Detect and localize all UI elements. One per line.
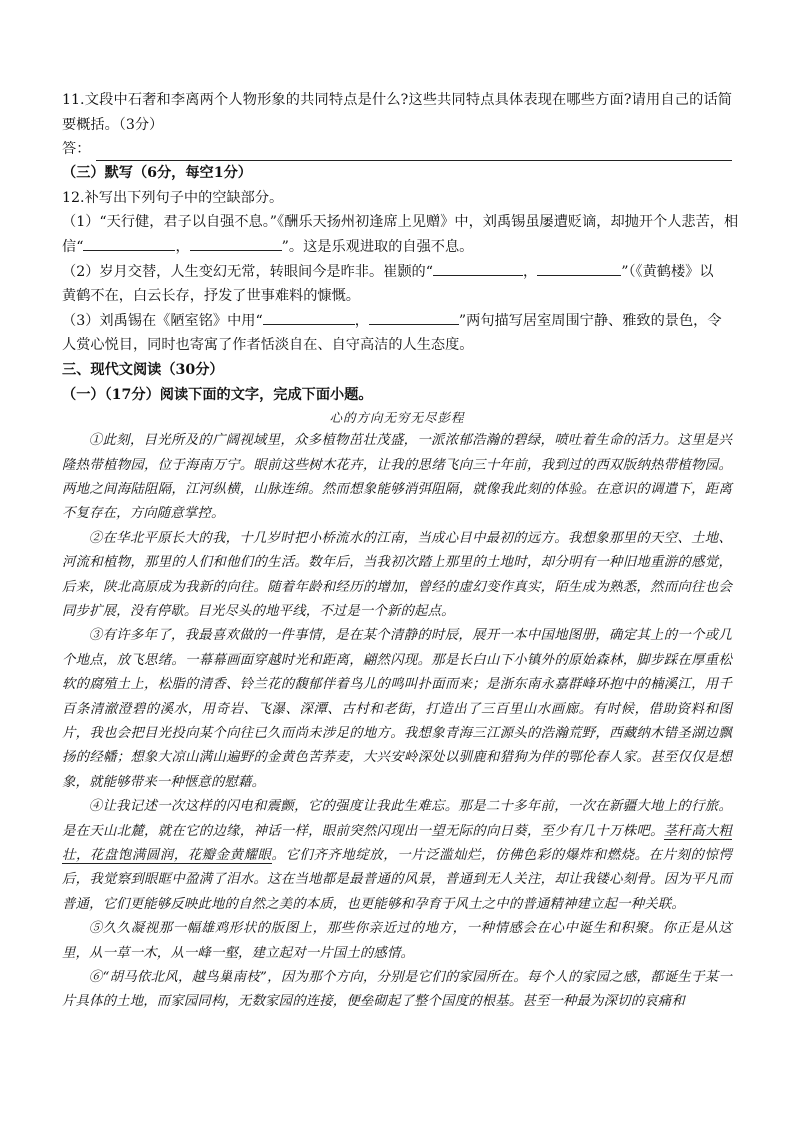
blank-3[interactable] (433, 260, 523, 276)
article-body (62, 429, 732, 1015)
underlined-sentence: 茎秆高大粗壮，花盘饱满圆润，花瓣金黄耀眼 (62, 823, 732, 864)
dictation-item-2-line-2: 黄鹤不在，白云长存，抒发了世事难料的慷慨。 (62, 288, 360, 305)
article-title: 心的方向无穷无尽彭程 (329, 410, 465, 426)
blank-2[interactable] (190, 235, 282, 251)
section-reading-subheader: （一）（17分）阅读下面的文字，完成下面小题。 (62, 386, 373, 403)
section-reading-header: 三、现代文阅读（30分） (62, 361, 224, 378)
question-12-intro: 12.补写出下列句子中的空缺部分。 (62, 189, 284, 206)
blank-1[interactable] (83, 235, 175, 251)
exam-page (62, 88, 739, 1015)
answer-row-11 (62, 137, 732, 161)
blank-4[interactable] (537, 260, 621, 276)
paragraph-2: ②在华北平原长大的我，十几岁时把小桥流水的江南，当成心目中最初的远方。我想象那里的天空、土地、河流和植物，那里的人们和他们的生活。数年后，当我初次踏上那里的土地时，却分明有一种旧地重游的感觉，后来，陕北高原成为我新的向往。随着年龄和经历的增加，曾经的虚幻变作真实，陌生成为熟悉，然而向往也会同步扩展，没有停歇。目光尽头的地平线，不过是一个新的起点。 (62, 530, 732, 619)
paragraph-5: ⑤久久凝视那一幅雄鸡形状的版图上，那些你亲近过的地方，一种情感会在心中诞生和积聚。你正是从这里，从一草一木，从一峰一壑，建立起对一片国土的感情。 (62, 921, 732, 961)
blank-6[interactable] (369, 309, 459, 325)
dictation-item-1-line-2: 信“ ， ”。这是乐观进取的自强不息。 (62, 235, 732, 260)
dictation-item-1-line-1: （1）“天行健，君子以自强不息。”《酬乐天扬州初逢席上见赠》中，刘禹锡虽屡遭贬谪，却抛开个人悲苦，相 (62, 214, 739, 231)
section-dictation-header: （三）默写（6分，每空1分） (62, 165, 252, 182)
blank-5[interactable] (263, 309, 355, 325)
paragraph-3: ③有许多年了，我最喜欢做的一件事情，是在某个清静的时辰，展开一本中国地图册，确定其上的一个或几个地点，放飞思绪。一幕幕画面穿越时光和距离，翩然闪现。那是长白山下小镇外的原始森林，脚步踩在厚重松软的腐殖土上，松脂的清香、铃兰花的馥郁伴着鸟儿的鸣叫扑面而来；是浙东南永嘉群峰环抱中的楠溪江，用千百条清澈澄碧的溪水，用奇岩、飞瀑、深潭、古村和老街，打造出了三百里山水画廊。有时候，借助资料和图片，我也会把目光投向某个向往已久而尚未涉足的地方。我想象青海三江源头的浩瀚荒野，西藏纳木错圣湖边飘扬的经幡；想象大凉山满山遍野的金黄色苦荞麦，大兴安岭深处以驯鹿和猎狗为伴的鄂伦春人家。甚至仅仅是想象，就能够带来一种惬意的慰藉。 (62, 628, 732, 790)
question-11: 11.文段中石奢和李离两个人物形象的共同特点是什么?这些共同特点具体表现在哪些方面?请用自己的话简要概括。（3分） (62, 92, 732, 133)
answer-label: 答： (62, 140, 91, 157)
paragraph-4: ④让我记述一次这样的闪电和震颤，它的强度让我此生难忘。那是二十多年前，一次在新疆大地上的行旅。是在天山北麓，就在它的边缘，神话一样，眼前突然闪现出一望无际的向日葵，至少有几十万株吧。茎秆高大粗壮，花盘饱满圆润，花瓣金黄耀眼。它们齐齐地绽放，一片泛滥灿烂，仿佛色彩的爆炸和燃烧。在片刻的惊愕后，我觉察到眼眶中盈满了泪水。这在当地都是最普通的风景，普通到无人关注，却让我镂心刻骨。因为平凡而普通，它们更能够反映此地的自然之美的本质，也更能够和孕育于风土之中的普通精神建立起一种关联。 (62, 799, 733, 912)
dictation-item-2-line-1: （2）岁月交替，人生变幻无常，转眼间今是昨非。崔颢的“ ， ”（《黄鹤楼》以 (62, 260, 732, 285)
paragraph-6: ⑥“胡马依北风，越鸟巢南枝”，因为那个方向，分别是它们的家园所在。每个人的家园之感，都诞生于某一片具体的土地，而家园同构，无数家园的连接，便垒砌起了整个国度的根基。甚至一种最为深切的哀痛和 (62, 970, 732, 1010)
dictation-item-3-line-1: （3）刘禹锡在《陋室铭》中用“ ， ”两句描写居室周围宁静、雅致的景色，令 (62, 309, 732, 334)
dictation-item-3-line-2: 人赏心悦目，同时也寄寓了作者恬淡自在、自守高洁的人生态度。 (62, 337, 474, 354)
answer-line[interactable] (96, 144, 732, 161)
paragraph-1: ①此刻，目光所及的广阔视域里，众多植物茁壮茂盛，一派浓郁浩瀚的碧绿，喷吐着生命的活力。这里是兴隆热带植物园，位于海南万宁。眼前这些树木花卉，让我的思绪飞向三十年前，我到过的西双版纳热带植物园。两地之间海陆阻隔，江河纵横，山脉连绵。然而想象能够消弭阻隔，就像我此刻的体验。在意识的调遣下，距离不复存在，方向随意掌控。 (62, 433, 732, 522)
